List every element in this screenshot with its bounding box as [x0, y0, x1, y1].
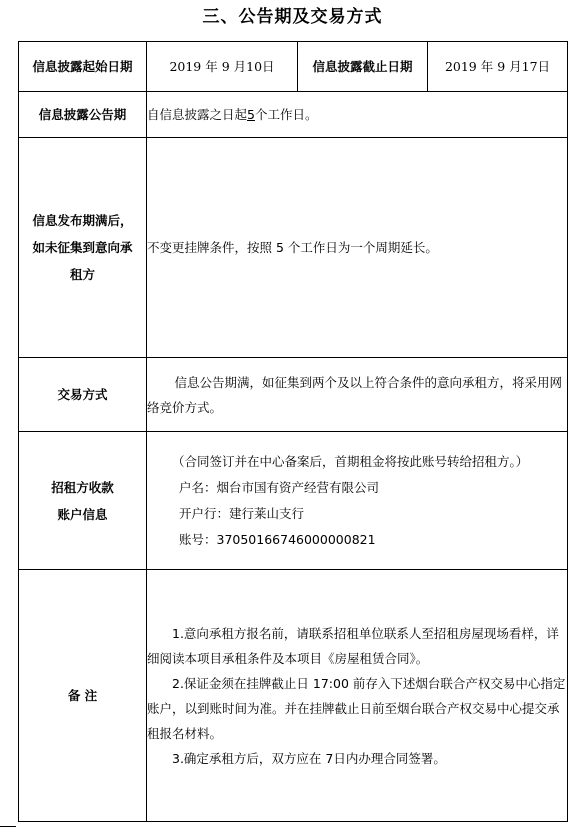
account-value: [147, 432, 568, 570]
section-title: 三、公告期及交易方式: [202, 7, 383, 27]
remarks-label: 备 注: [19, 570, 147, 822]
announcement-table: [18, 41, 568, 822]
remarks-row: [19, 570, 568, 822]
account-label: 招租方收款 账户信息: [19, 432, 147, 570]
no-bidder-value: 不变更挂牌条件，按照 5 个工作日为一个周期延长。: [147, 138, 568, 358]
account-number: 账号：37050166746000000821: [179, 531, 376, 547]
account-bank: 开户行：建行莱山支行: [179, 505, 305, 521]
start-date-label: 信息披露起始日期: [19, 42, 147, 92]
remark-2: 2.保证金须在挂牌截止日 17:00 前存入下述烟台联合产权交易中心指定账户，以到账时间为准。并在挂牌截止日前至烟台联合产权交易中心提交承租报名材料。: [147, 675, 566, 741]
trade-row: [19, 358, 568, 432]
trade-value: 信息公告期满，如征集到两个及以上符合条件的意向承租方，将采用网络竞价方式。: [147, 358, 568, 432]
trade-label: 交易方式: [19, 358, 147, 432]
no-bidder-label: 信息发布期满后， 如未征集到意向承 租方: [19, 138, 147, 358]
end-date-value: 2019 年 9 月17日: [428, 42, 568, 92]
account-row: [19, 432, 568, 570]
remark-3: 3.确定承租方后，双方应在 7日内办理合同签署。: [172, 750, 446, 766]
account-note: （合同签订并在中心备案后，首期租金将按此账号转给招租方。）: [172, 453, 529, 469]
start-date-value: 2019 年 9 月10日: [147, 42, 298, 92]
no-bidder-row: [19, 138, 568, 358]
period-label: 信息披露公告期: [19, 92, 147, 138]
period-days: 5: [247, 106, 255, 122]
end-date-label: 信息披露截止日期: [298, 42, 428, 92]
page-edge-mark: [0, 826, 16, 830]
remarks-value: [147, 570, 568, 822]
date-row: [19, 42, 568, 92]
period-row: [19, 92, 568, 138]
remark-1: 1.意向承租方报名前，请联系招租单位联系人至招租房屋现场看样，详细阅读本项目承租条件及本项目《房屋租赁合同》。: [147, 625, 559, 666]
period-value: 自信息披露之日起5个工作日。: [147, 92, 568, 138]
account-name: 户名：烟台市国有资产经营有限公司: [179, 479, 380, 495]
